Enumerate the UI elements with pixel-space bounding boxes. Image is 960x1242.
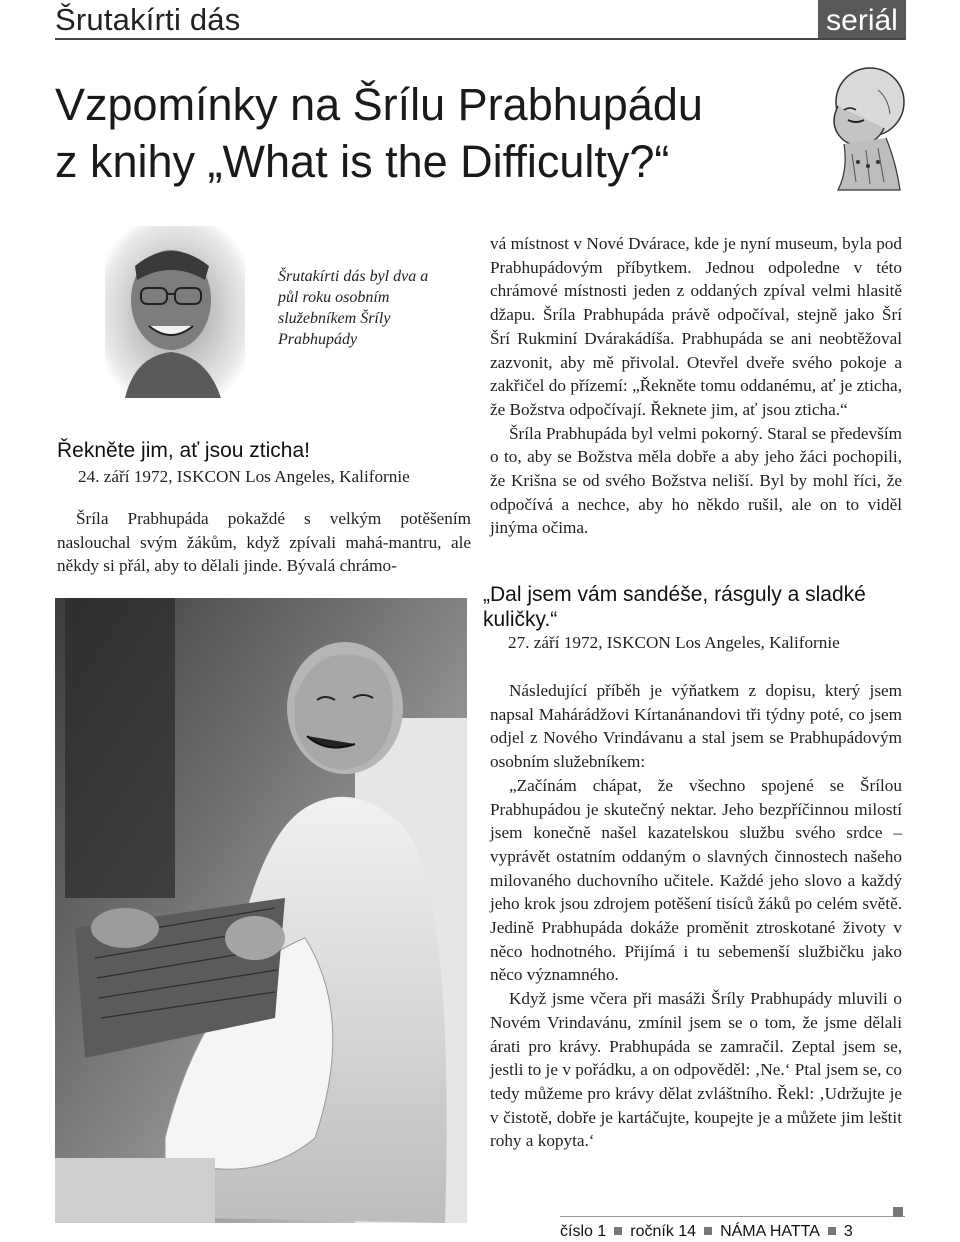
footer-square-icon (893, 1207, 903, 1217)
bullet-square-icon (704, 1227, 712, 1235)
header-rule (55, 38, 905, 40)
footer-magazine: NÁMA HATTA (720, 1223, 820, 1240)
paragraph: vá místnost v Nové Dvárace, kde je nyní museum, byla pod Prabhupádovým příbytkem. Jednou odpoledne v této chrámové místnosti jeden z oddaných zpíval velmi hlasitě džapu. Šríla Prabhupáda právě odpočíval, stejně jako Šrí Šrí Rukminí Dvárakádíša. Prabhupáda se ani neobtěžoval zazvonit, aby mě přivolal. Otevřel dveře svého pokoje a zakřičel do přízemí: „Řekněte tomu oddanému, ať je zticha, že Božstva odpočívají. Řeknete jim, ať jsou zticha.“ (490, 234, 902, 419)
bullet-square-icon (614, 1227, 622, 1235)
page-footer (560, 1223, 853, 1241)
title-line-2: z knihy „What is the Difficulty?“ (55, 136, 670, 187)
left-column (57, 507, 471, 578)
section-badge: seriál (818, 0, 906, 40)
paragraph: Šríla Prabhupáda pokaždé s velkým potěšením naslouchal svým žákům, když zpívali mahá-mantru, ale někdy si přál, aby to dělali jinde. Bývalá chrámo- (57, 509, 471, 576)
page-number: 3 (843, 1223, 853, 1240)
section-date-2: 27. září 1972, ISKCON Los Angeles, Kalifornie (508, 633, 840, 652)
paragraph: Když jsme včera při masáži Šríly Prabhupády mluvili o Novém Vrindavánu, zmínil jsem se o tom, že jsme dělali árati pro krávy. Prabhupáda se zamračil. Zeptal jsem se, jestli to je v pořádku, a on odpověděl: ‚Ne.‘ Ptal jsem se, co tedy můžeme pro krávy dělat zvláštního. Řekl: ‚Udržujte je v čistotě, dobře je kartáčujte, koupejte je a můžete jim leštit rohy a kopyta.‘ (490, 989, 902, 1151)
right-column-top (490, 232, 902, 540)
paragraph: Šríla Prabhupáda byl velmi pokorný. Staral se především o to, aby se Božstva měla dobře a aby jeho žáci pochopili, že Krišna se od svého Božstva neliší. Byl by mohl říci, že odpočívá a nechce, aby ho někdo rušil, ale on to viděl jinýma očima. (490, 423, 902, 538)
article-title (55, 76, 815, 190)
section-heading-1: Řekněte jim, ať jsou zticha! (57, 439, 310, 462)
footer-rule (560, 1216, 905, 1217)
portrait-caption: Šrutakírti dás byl dva a půl roku osobním služebníkem Šríly Prabhupády (278, 268, 429, 348)
paragraph: Následující příběh je výňatkem z dopisu, který jsem napsal Mahárádžovi Kírtanánandovi tři týdny poté, co jsem odjel z Nového Vrindávanu a stal jsem se Prabhupádovým osobním služebníkem: (490, 681, 902, 772)
bullet-square-icon (828, 1227, 836, 1235)
series-title: Šrutakírti dás (55, 2, 241, 37)
footer-issue: číslo 1 (560, 1223, 607, 1240)
portrait-photo (105, 226, 245, 398)
footer-volume: ročník 14 (630, 1223, 697, 1240)
title-line-1: Vzpomínky na Šrílu Prabhupádu (55, 79, 703, 130)
section-date-1: 24. září 1972, ISKCON Los Angeles, Kalifornie (78, 467, 410, 486)
section-heading-2: „Dal jsem vám sandéše, rásguly a sladké kuličky.“ (483, 583, 866, 631)
main-photo (55, 598, 467, 1223)
bust-drawing (808, 62, 908, 194)
right-column-bottom (490, 679, 902, 1153)
paragraph: „Začínám chápat, že všechno spojené se Šrílou Prabhupádou je skutečný nektar. Jeho bezpříčinnou milostí jsem konečně našel kazatelskou službu svého srdce – vyprávět ostatním oddaným o slavných činnostech našeho milovaného duchovního učitele. Každé jeho slovo a každý jeho krok jsou zdrojem potěšení tisíců žáků po celém světě. Jedině Prabhupáda dokáže proměnit ztroskotané životy v něco hodnotného. Přijímá i tu sebemenší službičku jako něco významného. (490, 775, 902, 985)
